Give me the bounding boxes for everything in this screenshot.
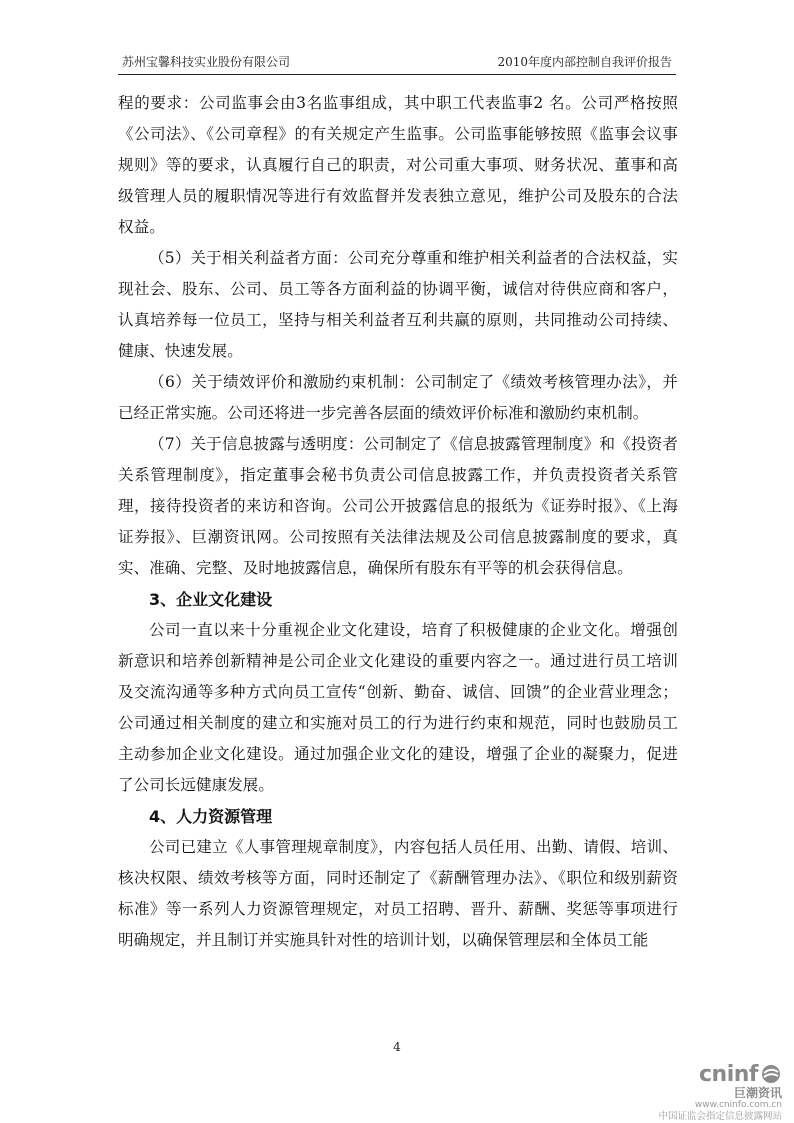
paragraph-supervisory-board: 程的要求：公司监事会由3名监事组成，其中职工代表监事2 名。公司严格按照《公司法》、《公司章程》的有关规定产生监事。公司监事能够按照《监事会议事规则》等的要求，认真履行自己的职责，对公司重大事项、财务状况、董事和高级管理人员的履职情况等进行有效监督并发表独立意见，维护公司及股东的合法权益。 bbox=[118, 94, 678, 236]
page-number: 4 bbox=[393, 1040, 401, 1054]
document-body bbox=[118, 88, 678, 956]
brand-logo-row bbox=[632, 1062, 782, 1086]
paragraph-stakeholders: （5）关于相关利益者方面：公司充分尊重和维护相关利益者的合法权益，实现社会、股东、公司、员工等各方面利益的协调平衡，诚信对待供应商和客户，认真培养每一位员工，坚持与相关利益者互利共赢的原则，共同推动公司持续、健康、快速发展。 bbox=[118, 249, 678, 360]
brand-logo-text: cninf bbox=[699, 1061, 758, 1087]
paragraph-performance-incentives: （6）关于绩效评价和激励约束机制：公司制定了《绩效考核管理办法》，并已经正常实施。公司还将进一步完善各层面的绩效评价标准和激励约束机制。 bbox=[118, 373, 678, 422]
brand-name: 巨潮资讯 bbox=[733, 1086, 782, 1100]
brand-tagline: 中国证监会指定信息披露网站 bbox=[658, 1111, 782, 1122]
paragraph-corporate-culture: 公司一直以来十分重视企业文化建设，培育了积极健康的企业文化。增强创新意识和培养创新精神是公司企业文化建设的重要内容之一。通过进行员工培训及交流沟通等多种方式向员工宣传“创新、勤奋、诚信、回馈”的企业营业理念；公司通过相关制度的建立和实施对员工的行为进行约束和规范，同时也鼓励员工主动参加企业文化建设。通过加强企业文化的建设，增强了企业的凝聚力，促进了公司长远健康发展。 bbox=[118, 621, 678, 794]
paragraph-human-resources: 公司已建立《人事管理规章制度》，内容包括人员任用、出勤、请假、培训、核决权限、绩效考核等方面，同时还制定了《薪酬管理办法》、《职位和级别薪资标准》等一系列人力资源管理规定，对员工招聘、晋升、薪酬、奖惩等事项进行明确规定，并且制订并实施具针对性的培训计划，以确保管理层和全体员工能 bbox=[118, 838, 678, 949]
header-company-name: 苏州宝馨科技实业股份有限公司 bbox=[122, 55, 291, 69]
cninfo-watermark bbox=[632, 1062, 782, 1120]
section-heading-human-resources: 4、人力资源管理 bbox=[149, 807, 273, 826]
paragraph-information-disclosure: （7）关于信息披露与透明度：公司制定了《信息披露管理制度》和《投资者关系管理制度》，指定董事会秘书负责公司信息披露工作，并负责投资者关系管理，接待投资者的来访和咨询。公司公开披露信息的报纸为《证券时报》、《上海证券报》、巨潮资讯网。公司按照有关法律法规及公司信息披露制度的要求，真实、准确、完整、及时地披露信息，确保所有股东有平等的机会获得信息。 bbox=[118, 435, 678, 577]
section-heading-corporate-culture: 3、企业文化建设 bbox=[149, 590, 273, 609]
cninfo-swoosh-icon bbox=[760, 1064, 782, 1084]
page-header bbox=[118, 52, 676, 75]
header-report-title: 2010年度内部控制自我评价报告 bbox=[497, 55, 672, 69]
brand-url: www.cninfo.com.cn bbox=[694, 1100, 782, 1110]
